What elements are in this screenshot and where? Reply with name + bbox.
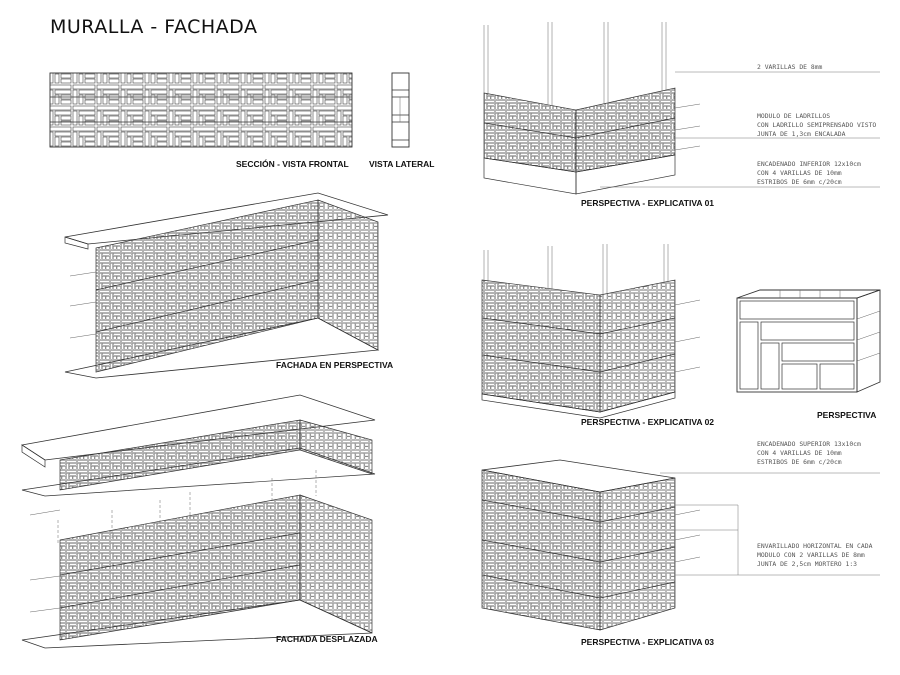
label-persp-01: PERSPECTIVA - EXPLICATIVA 01: [581, 198, 715, 208]
svg-text:JUNTA DE 2,5cm MORTERO 1:3: JUNTA DE 2,5cm MORTERO 1:3: [757, 560, 858, 568]
note-rods: [757, 63, 823, 71]
svg-text:ENCADENADO INFERIOR 12x10cm: ENCADENADO INFERIOR 12x10cm: [757, 160, 861, 168]
svg-text:CON LADRILLO SEMIPRENSADO VIST: CON LADRILLO SEMIPRENSADO VISTO: [757, 121, 877, 129]
label-facade-perspective: FACHADA EN PERSPECTIVA: [276, 360, 394, 370]
svg-text:ESTRIBOS DE 6mm c/20cm: ESTRIBOS DE 6mm c/20cm: [757, 178, 842, 186]
label-persp-03: PERSPECTIVA - EXPLICATIVA 03: [581, 637, 715, 647]
svg-text:ESTRIBOS DE 6mm c/20cm: ESTRIBOS DE 6mm c/20cm: [757, 458, 842, 466]
explanatory-perspective-02: [482, 244, 700, 418]
svg-text:ENVARILLADO HORIZONTAL EN CADA: ENVARILLADO HORIZONTAL EN CADA: [757, 542, 873, 550]
label-persp-02: PERSPECTIVA - EXPLICATIVA 02: [581, 417, 715, 427]
facade-perspective-drawing: [65, 193, 388, 378]
note-module: [757, 112, 876, 138]
facade-exploded-drawing: [22, 395, 375, 648]
label-facade-exploded: FACHADA DESPLAZADA: [276, 634, 378, 644]
side-view: [392, 73, 409, 147]
svg-text:MODULO DE LADRILLOS: MODULO DE LADRILLOS: [757, 112, 831, 120]
front-section-view: [50, 73, 352, 147]
svg-text:2 VARILLAS DE 8mm: 2 VARILLAS DE 8mm: [757, 63, 823, 71]
explanatory-perspective-01: [484, 22, 700, 194]
brick-module-perspective: [737, 290, 880, 392]
svg-text:ENCADENADO SUPERIOR 13x10cm: ENCADENADO SUPERIOR 13x10cm: [757, 440, 861, 448]
note-horizontal-rods: [757, 542, 873, 568]
note-lower-beam: [757, 160, 861, 186]
explanatory-perspective-03: [482, 460, 700, 630]
svg-text:MODULO CON 2 VARILLAS DE 8mm: MODULO CON 2 VARILLAS DE 8mm: [757, 551, 865, 559]
note-upper-beam: [757, 440, 861, 466]
label-side-view: VISTA LATERAL: [369, 159, 435, 169]
sheet-title: MURALLA - FACHADA: [50, 16, 258, 38]
svg-text:CON 4 VARILLAS DE 10mm: CON 4 VARILLAS DE 10mm: [757, 449, 842, 457]
svg-text:JUNTA DE 1,3cm ENCALADA: JUNTA DE 1,3cm ENCALADA: [757, 130, 846, 138]
label-section-front: SECCIÓN - VISTA FRONTAL: [236, 159, 349, 169]
label-module-perspective: PERSPECTIVA: [817, 410, 877, 420]
svg-text:CON 4 VARILLAS DE 10mm: CON 4 VARILLAS DE 10mm: [757, 169, 842, 177]
